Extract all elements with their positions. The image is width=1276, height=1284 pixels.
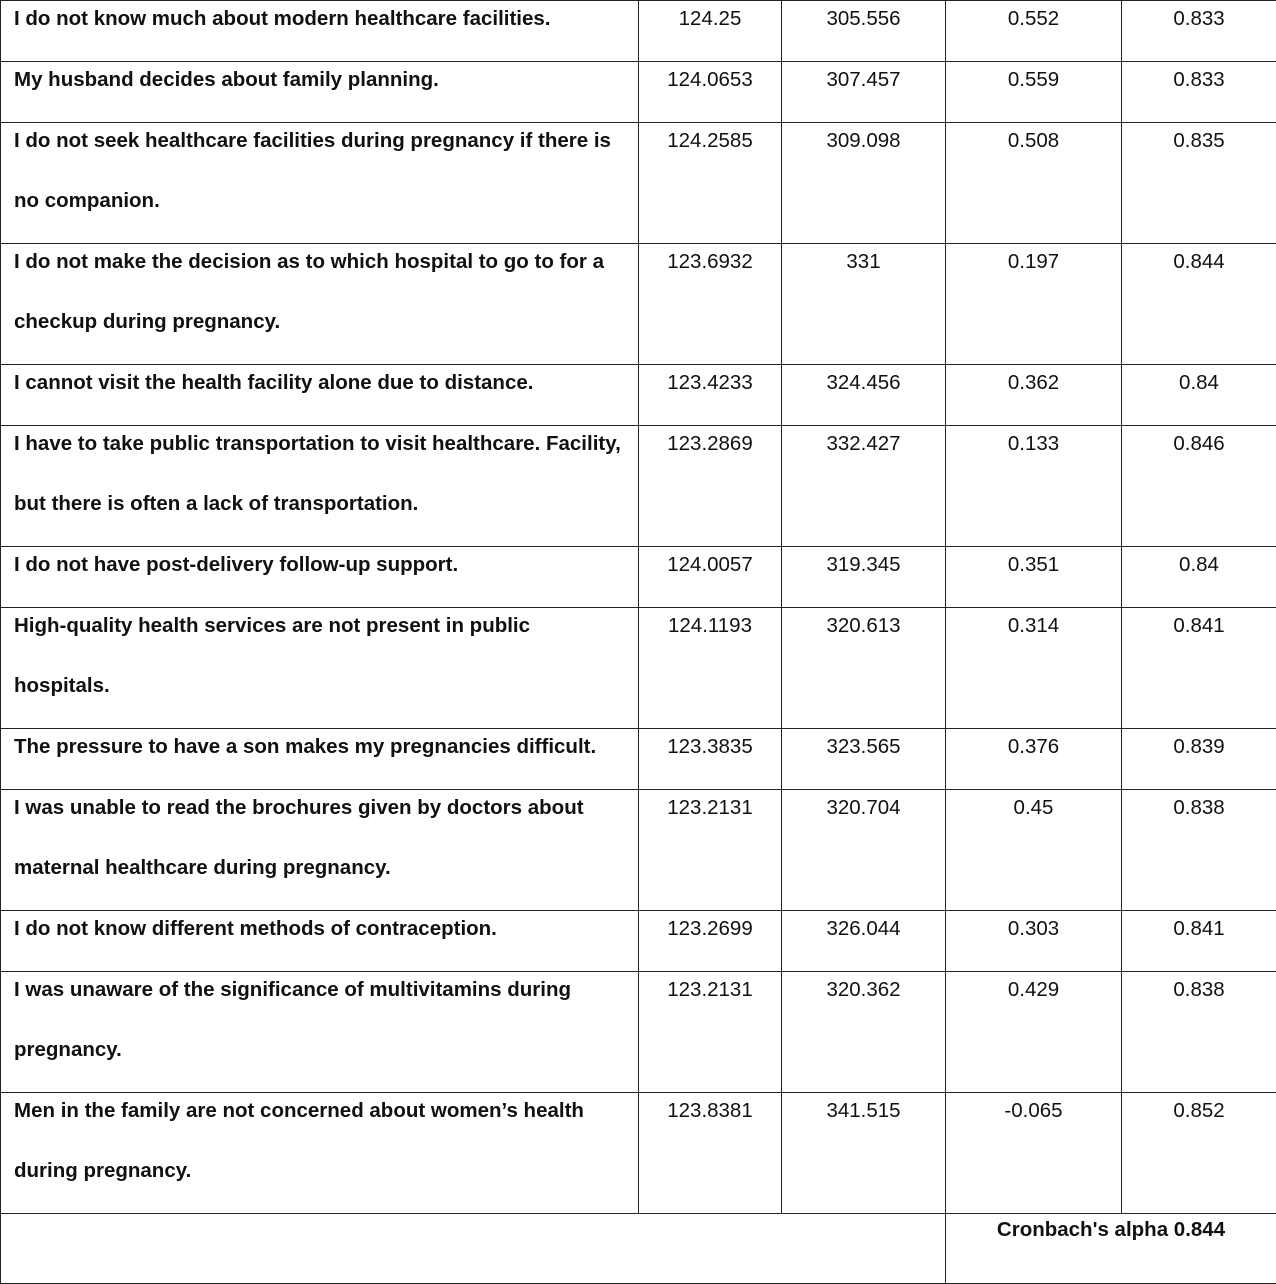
item-statement-cell: Men in the family are not concerned about women’s health during pregnancy.: [1, 1093, 639, 1214]
scale-variance-if-deleted-cell: 320.613: [782, 608, 946, 729]
scale-mean-if-deleted-cell: 123.2699: [639, 911, 782, 972]
item-statement-cell: I do not have post-delivery follow-up support.: [1, 547, 639, 608]
corrected-item-total-correlation-cell: 0.429: [946, 972, 1122, 1093]
item-statement-cell: I do not know much about modern healthcare facilities.: [1, 1, 639, 62]
alpha-if-deleted-cell: 0.835: [1122, 123, 1276, 244]
alpha-if-deleted-cell: 0.84: [1122, 365, 1276, 426]
alpha-if-deleted-cell: 0.846: [1122, 426, 1276, 547]
corrected-item-total-correlation-cell: 0.559: [946, 62, 1122, 123]
corrected-item-total-correlation-cell: 0.45: [946, 790, 1122, 911]
corrected-item-total-correlation-cell: 0.376: [946, 729, 1122, 790]
scale-variance-if-deleted-cell: 323.565: [782, 729, 946, 790]
alpha-if-deleted-cell: 0.844: [1122, 244, 1276, 365]
cronbach-alpha-label: Cronbach's alpha 0.844: [946, 1214, 1276, 1284]
alpha-if-deleted-cell: 0.841: [1122, 608, 1276, 729]
scale-variance-if-deleted-cell: 341.515: [782, 1093, 946, 1214]
item-statement-cell: I have to take public transportation to visit healthcare. Facility, but there is often a lack of transportation.: [1, 426, 639, 547]
item-statement-cell: High-quality health services are not present in public hospitals.: [1, 608, 639, 729]
alpha-if-deleted-cell: 0.841: [1122, 911, 1276, 972]
item-statement-cell: My husband decides about family planning.: [1, 62, 639, 123]
item-statement-cell: I do not make the decision as to which hospital to go to for a checkup during pregnancy.: [1, 244, 639, 365]
item-statement-cell: I do not seek healthcare facilities during pregnancy if there is no companion.: [1, 123, 639, 244]
scale-mean-if-deleted-cell: 124.25: [639, 1, 782, 62]
scale-mean-if-deleted-cell: 124.0653: [639, 62, 782, 123]
scale-mean-if-deleted-cell: 123.2131: [639, 972, 782, 1093]
corrected-item-total-correlation-cell: 0.362: [946, 365, 1122, 426]
table-row: [1, 244, 1276, 365]
scale-mean-if-deleted-cell: 123.4233: [639, 365, 782, 426]
item-statement-cell: I cannot visit the health facility alone due to distance.: [1, 365, 639, 426]
scale-variance-if-deleted-cell: 324.456: [782, 365, 946, 426]
corrected-item-total-correlation-cell: -0.065: [946, 1093, 1122, 1214]
cronbach-alpha-row: [1, 1214, 1276, 1284]
scale-variance-if-deleted-cell: 309.098: [782, 123, 946, 244]
table-row: [1, 1093, 1276, 1214]
table-row: [1, 790, 1276, 911]
scale-mean-if-deleted-cell: 123.3835: [639, 729, 782, 790]
table-body: [1, 1, 1276, 1284]
item-statement-cell: The pressure to have a son makes my pregnancies difficult.: [1, 729, 639, 790]
scale-mean-if-deleted-cell: 124.1193: [639, 608, 782, 729]
corrected-item-total-correlation-cell: 0.314: [946, 608, 1122, 729]
corrected-item-total-correlation-cell: 0.508: [946, 123, 1122, 244]
scale-variance-if-deleted-cell: 320.362: [782, 972, 946, 1093]
corrected-item-total-correlation-cell: 0.552: [946, 1, 1122, 62]
scale-mean-if-deleted-cell: 123.6932: [639, 244, 782, 365]
scale-mean-if-deleted-cell: 124.2585: [639, 123, 782, 244]
scale-variance-if-deleted-cell: 305.556: [782, 1, 946, 62]
alpha-if-deleted-cell: 0.833: [1122, 62, 1276, 123]
alpha-if-deleted-cell: 0.838: [1122, 790, 1276, 911]
scale-variance-if-deleted-cell: 326.044: [782, 911, 946, 972]
scale-variance-if-deleted-cell: 332.427: [782, 426, 946, 547]
footer-empty-cell: [1, 1214, 946, 1284]
scale-variance-if-deleted-cell: 331: [782, 244, 946, 365]
scale-variance-if-deleted-cell: 320.704: [782, 790, 946, 911]
item-statement-cell: I was unaware of the significance of multivitamins during pregnancy.: [1, 972, 639, 1093]
scale-variance-if-deleted-cell: 307.457: [782, 62, 946, 123]
scale-mean-if-deleted-cell: 123.8381: [639, 1093, 782, 1214]
alpha-if-deleted-cell: 0.839: [1122, 729, 1276, 790]
scale-mean-if-deleted-cell: 124.0057: [639, 547, 782, 608]
corrected-item-total-correlation-cell: 0.351: [946, 547, 1122, 608]
table-row: [1, 426, 1276, 547]
table-row: [1, 972, 1276, 1093]
alpha-if-deleted-cell: 0.84: [1122, 547, 1276, 608]
corrected-item-total-correlation-cell: 0.133: [946, 426, 1122, 547]
scale-mean-if-deleted-cell: 123.2869: [639, 426, 782, 547]
table-row: [1, 123, 1276, 244]
item-statement-cell: I was unable to read the brochures given by doctors about maternal healthcare during pregnancy.: [1, 790, 639, 911]
alpha-if-deleted-cell: 0.838: [1122, 972, 1276, 1093]
item-statement-cell: I do not know different methods of contraception.: [1, 911, 639, 972]
scale-variance-if-deleted-cell: 319.345: [782, 547, 946, 608]
corrected-item-total-correlation-cell: 0.197: [946, 244, 1122, 365]
scale-mean-if-deleted-cell: 123.2131: [639, 790, 782, 911]
corrected-item-total-correlation-cell: 0.303: [946, 911, 1122, 972]
alpha-if-deleted-cell: 0.833: [1122, 1, 1276, 62]
table-row: [1, 608, 1276, 729]
alpha-if-deleted-cell: 0.852: [1122, 1093, 1276, 1214]
